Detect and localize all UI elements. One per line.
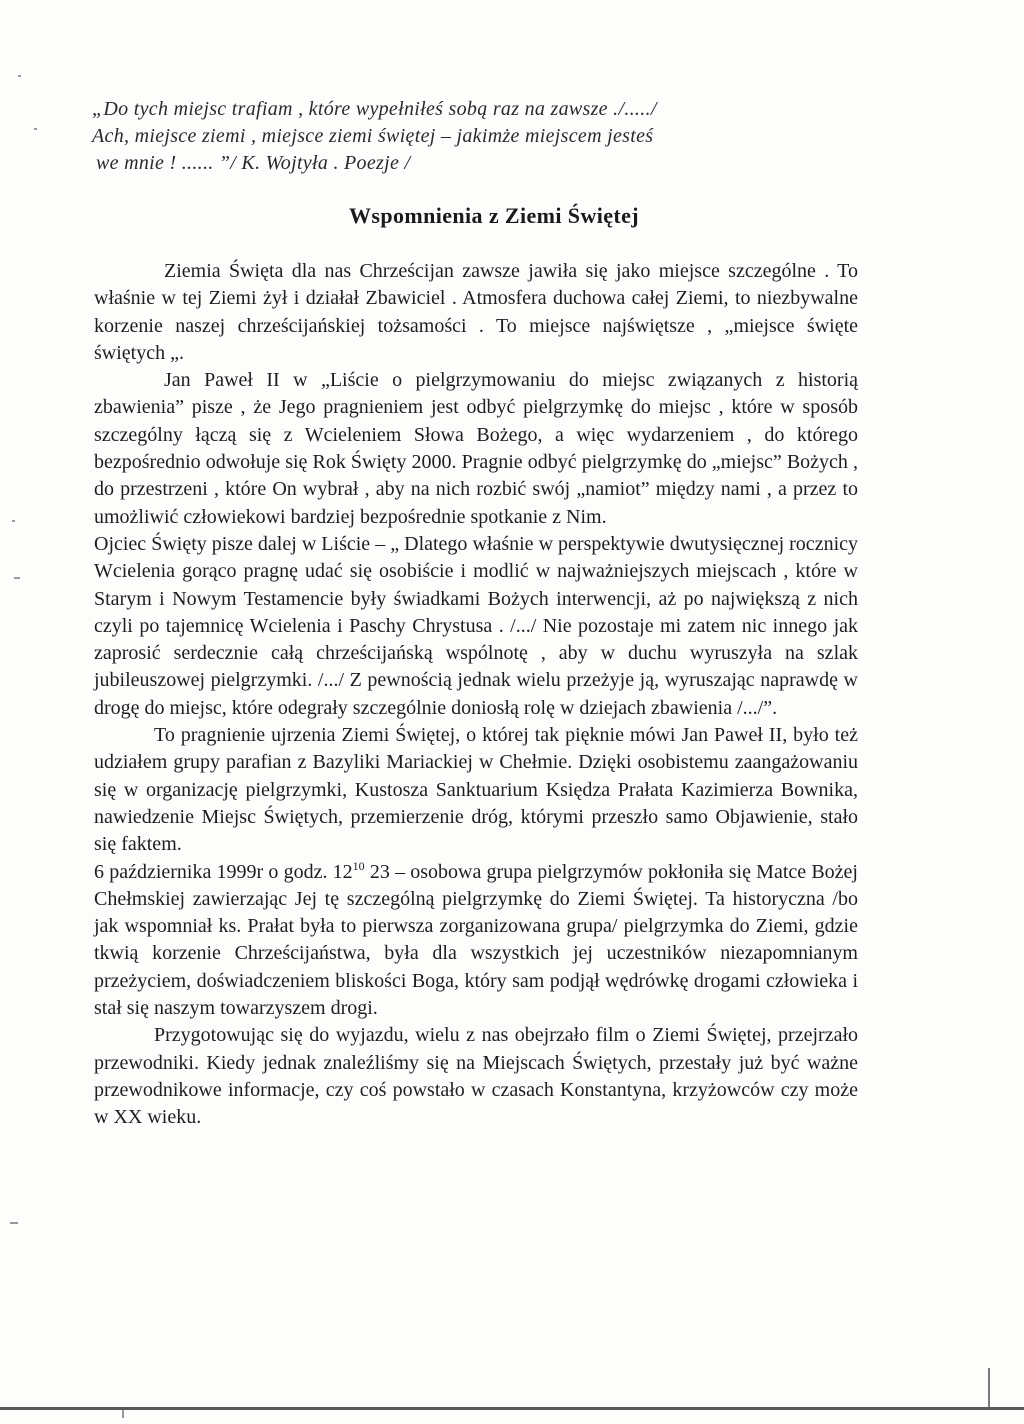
scan-edge-right <box>988 1368 990 1408</box>
title-text: Wspomnienia z Ziemi Świętej <box>348 203 640 228</box>
epigraph-quote <box>92 96 792 177</box>
document-body <box>94 258 858 1132</box>
paragraph-4: To pragnienie ujrzenia Ziemi Świętej, o której tak pięknie mówi Jan Paweł II, było też udziałem grupy parafian z Bazyliki Mariackiej w Chełmie. Dzięki osobistemu zaangażowaniu się w organizację pielgrzymki, Kustosza Sanktuarium Księdza Prałata Kazimierza Bownika, nawiedzenie Miejsc Świętych, przemierzenie dróg, którymi przeszło samo Objawienie, stało się faktem. <box>94 724 858 856</box>
epigraph-line-1: „Do tych miejsc trafiam , które wypełniłeś sobą raz na zawsze ./...../ <box>92 98 657 120</box>
scan-speck-1 <box>18 75 21 77</box>
document-title <box>0 203 1024 229</box>
paragraph-2: Jan Paweł II w „Liście o pielgrzymowaniu do miejsc związanych z historią zbawienia” pisze , że Jego pragnieniem jest odbyć pielgrzymkę do miejsc , które w sposób szczególny łączą się z Wcieleniem Słowa Bożego, a więc wydarzeniem , do którego bezpośrednio odwołuje się Rok Święty 2000. Pragnie odbyć pielgrzymkę do „miejsc” Bożych , do przestrzeni , które On wybrał , aby na nich rozbić swój „namiot” między nami , a przez to umożliwić człowiekowi bardziej bezpośrednie spotkanie z Nim. <box>94 369 858 528</box>
scan-speck-2 <box>34 128 37 130</box>
scan-speck-4 <box>14 577 20 579</box>
paragraph-1: Ziemia Święta dla nas Chrześcijan zawsze jawiła się jako miejsce szczególne . To właśnie w tej Ziemi żył i działał Zbawiciel . Atmosfera duchowa całej Ziemi, to niezbywalne korzenie naszej chrześcijańskiej tożsamości . To miejsce najświętsze , „miejsce święte świętych „. <box>94 260 858 364</box>
scan-speck-5 <box>10 1222 18 1224</box>
paragraph-6: Przygotowując się do wyjazdu, wielu z nas obejrzało film o Ziemi Świętej, przejrzało przewodniki. Kiedy jednak znaleźliśmy się na Miejscach Świętych, przestały już być ważne przewodnikowe informacje, czy coś powstało w czasach Konstantyna, krzyżowców czy może w XX wieku. <box>94 1024 858 1129</box>
scan-speck-3 <box>12 520 15 522</box>
paragraph-5 <box>94 859 858 1023</box>
epigraph-line-3: we mnie ! ...... ”/ K. Wojtyła . Poezje / <box>96 152 411 174</box>
paragraph-5-rest: 23 – osobowa grupa pielgrzymów pokłoniła się Matce Bożej Chełmskiej zawierzając Jej tę szczególną pielgrzymkę do Ziemi Świętej. Ta historyczna /bo jak wspomniał ks. Prałat była to pierwsza zorganizowana grupa/ pielgrzymka do Ziemi, gdzie tkwią korzenie Chrześcijaństwa, była dla wszystkich jej uczestników niezapomnianym przeżyciem, doświadczeniem bliskości Boga, który sam podjął wędrówkę drogami człowieka i stał się naszym towarzyszem drogi. <box>94 860 858 1020</box>
scan-edge-bottom <box>0 1407 1024 1410</box>
paragraph-5-start: 6 października 1999r o godz. 12 <box>94 860 353 883</box>
time-minutes-superscript: 10 <box>352 858 365 873</box>
paragraph-3: Ojciec Święty pisze dalej w Liście – „ Dlatego właśnie w perspektywie dwutysięcznej rocznicy Wcielenia gorąco pragnę udać się osobiście i modlić w najważniejszych miejscach , które w Starym i Nowym Testamencie były świadkami Bożych interwencji, aż po największą z nich czyli po tajemnicę Wcielenia i Paschy Chrystusa . /.../ Nie pozostaje mi zatem nic innego jak zaprosić serdecznie całą chrześcijańską wspólnotę , aby w duchu wyruszyła na szlak jubileuszowej pielgrzymki. /.../ Z pewnością jednak wielu przeżyje ją, wyruszając naprawdę w drogę do miejsc, które odegrały szczególnie doniosłą rolę w dziejach zbawienia /.../”. <box>94 532 858 719</box>
epigraph-line-2: Ach, miejsce ziemi , miejsce ziemi świętej – jakimże miejscem jesteś <box>92 125 654 147</box>
